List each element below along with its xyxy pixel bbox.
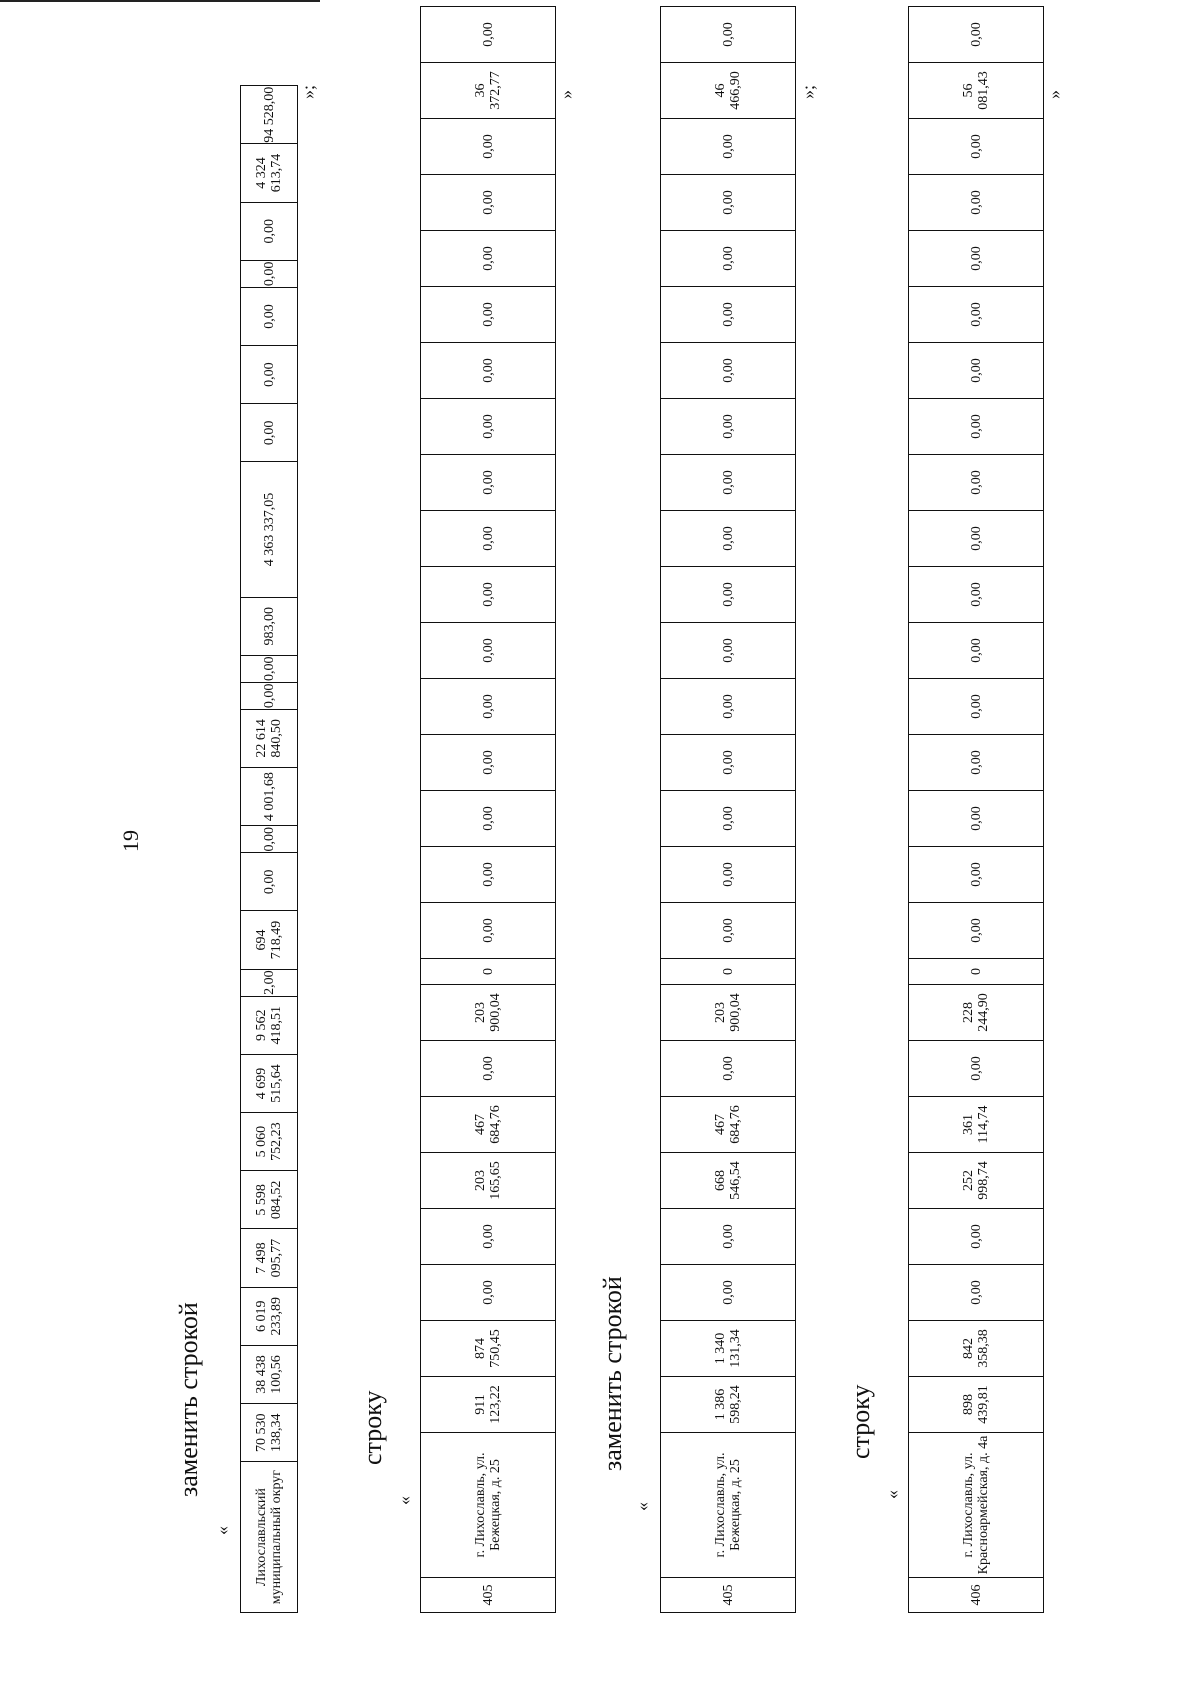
table-row-406 bbox=[908, 6, 1044, 1613]
value-cell: 5 598 084,52 bbox=[241, 1171, 298, 1229]
value-cell: 842 358,38 bbox=[909, 1321, 1044, 1377]
value-cell: 7 498 095,77 bbox=[241, 1229, 298, 1287]
value-cell: 0,00 bbox=[421, 511, 556, 567]
value-cell: 38 438 100,56 bbox=[241, 1345, 298, 1403]
value-cell: 0,00 bbox=[241, 826, 298, 853]
value-cell: 4 001,68 bbox=[241, 768, 298, 826]
value-cell: 0,00 bbox=[241, 682, 298, 709]
address-cell: г. Лихославль, ул. Бежецкая, д. 25 bbox=[661, 1433, 796, 1578]
value-cell: 0,00 bbox=[909, 1209, 1044, 1265]
table-row bbox=[241, 86, 298, 1613]
value-cell: 4 324 613,74 bbox=[241, 144, 298, 202]
row-number-cell: 405 bbox=[661, 1578, 796, 1613]
value-cell: 0,00 bbox=[661, 175, 796, 231]
value-cell: 0,00 bbox=[661, 735, 796, 791]
value-cell: 46 466,90 bbox=[661, 63, 796, 119]
value-cell: 0,00 bbox=[909, 679, 1044, 735]
value-cell: 0,00 bbox=[661, 399, 796, 455]
value-cell: 668 546,54 bbox=[661, 1153, 796, 1209]
value-cell: 0,00 bbox=[909, 287, 1044, 343]
value-cell: 0,00 bbox=[661, 511, 796, 567]
address-cell: г. Лихославль, ул. Бежецкая, д. 25 bbox=[421, 1433, 556, 1578]
open-quote-1: « bbox=[212, 1526, 232, 1535]
row-phrase-1: строку bbox=[358, 1390, 387, 1465]
value-cell: 0,00 bbox=[909, 903, 1044, 959]
value-cell: 0,00 bbox=[421, 903, 556, 959]
value-cell: 22 614 840,50 bbox=[241, 709, 298, 767]
value-cell: 0,00 bbox=[421, 847, 556, 903]
value-cell: 0,00 bbox=[909, 175, 1044, 231]
value-cell: 0,00 bbox=[421, 7, 556, 63]
value-cell: 0,00 bbox=[909, 231, 1044, 287]
value-cell: 0,00 bbox=[421, 343, 556, 399]
value-cell: 0,00 bbox=[241, 287, 298, 345]
value-cell: 0,00 bbox=[421, 399, 556, 455]
value-cell: 0,00 bbox=[421, 455, 556, 511]
value-cell: 0,00 bbox=[909, 7, 1044, 63]
value-cell: 0,00 bbox=[421, 287, 556, 343]
value-cell: 0,00 bbox=[241, 260, 298, 287]
value-cell: 0,00 bbox=[909, 567, 1044, 623]
value-cell: 0,00 bbox=[661, 343, 796, 399]
value-cell: 0,00 bbox=[421, 735, 556, 791]
value-cell: 0,00 bbox=[909, 511, 1044, 567]
value-cell: 0,00 bbox=[661, 847, 796, 903]
value-cell: 0,00 bbox=[909, 119, 1044, 175]
value-cell: 2,00 bbox=[241, 969, 298, 996]
value-cell: 694 718,49 bbox=[241, 911, 298, 969]
value-cell: 6 019 233,89 bbox=[241, 1287, 298, 1345]
value-cell: 0,00 bbox=[421, 231, 556, 287]
row-number-cell: 405 bbox=[421, 1578, 556, 1613]
value-cell: 0,00 bbox=[421, 679, 556, 735]
value-cell: 70 530 138,34 bbox=[241, 1404, 298, 1462]
value-cell: 0,00 bbox=[421, 119, 556, 175]
value-cell: 0,00 bbox=[909, 791, 1044, 847]
value-cell: 0 bbox=[661, 959, 796, 985]
value-cell: 361 114,74 bbox=[909, 1097, 1044, 1153]
value-cell: 0,00 bbox=[661, 119, 796, 175]
replace-phrase-2: заменить строкой bbox=[598, 1276, 627, 1471]
value-cell: 0,00 bbox=[661, 455, 796, 511]
value-cell: 0,00 bbox=[421, 567, 556, 623]
value-cell: 0,00 bbox=[241, 853, 298, 911]
value-cell: 874 750,45 bbox=[421, 1321, 556, 1377]
row-phrase-2: строку bbox=[846, 1384, 875, 1459]
value-cell: 56 081,43 bbox=[909, 63, 1044, 119]
value-cell: 36 372,77 bbox=[421, 63, 556, 119]
value-cell: 0,00 bbox=[909, 735, 1044, 791]
value-cell: 911 123,22 bbox=[421, 1377, 556, 1433]
value-cell: 0,00 bbox=[909, 455, 1044, 511]
open-quote-4: « bbox=[882, 1490, 902, 1499]
value-cell: 0,00 bbox=[661, 231, 796, 287]
table-row bbox=[909, 7, 1044, 1613]
value-cell: 0,00 bbox=[241, 202, 298, 260]
value-cell: 0,00 bbox=[421, 1209, 556, 1265]
open-quote-3: « bbox=[632, 1502, 652, 1511]
value-cell: 1 386 598,24 bbox=[661, 1377, 796, 1433]
value-cell: 0,00 bbox=[421, 623, 556, 679]
row-number-cell: 406 bbox=[909, 1578, 1044, 1613]
value-cell: 0,00 bbox=[909, 623, 1044, 679]
value-cell: 0,00 bbox=[661, 287, 796, 343]
page-number: 19 bbox=[118, 830, 143, 852]
open-quote-2: « bbox=[394, 1496, 414, 1505]
value-cell: 1 340 131,34 bbox=[661, 1321, 796, 1377]
table-row-405-old bbox=[420, 6, 556, 1613]
value-cell: 94 528,00 bbox=[241, 86, 298, 144]
value-cell: 0,00 bbox=[661, 791, 796, 847]
value-cell: 0,00 bbox=[661, 903, 796, 959]
value-cell: 0 bbox=[909, 959, 1044, 985]
value-cell: 0,00 bbox=[909, 1041, 1044, 1097]
value-cell: 203 900,04 bbox=[421, 985, 556, 1041]
table-district-summary bbox=[240, 85, 298, 1613]
table-row-405-new bbox=[660, 6, 796, 1613]
value-cell: 4 699 515,64 bbox=[241, 1054, 298, 1112]
value-cell: 9 562 418,51 bbox=[241, 996, 298, 1054]
value-cell: 467 684,76 bbox=[421, 1097, 556, 1153]
close-quote-1: »; bbox=[298, 84, 318, 99]
replace-phrase-1: заменить строкой bbox=[174, 1302, 203, 1497]
value-cell: 0,00 bbox=[421, 1041, 556, 1097]
value-cell: 252 998,74 bbox=[909, 1153, 1044, 1209]
value-cell: 5 060 752,23 bbox=[241, 1113, 298, 1171]
value-cell: 0,00 bbox=[909, 399, 1044, 455]
value-cell: 0,00 bbox=[241, 346, 298, 404]
value-cell: 0,00 bbox=[909, 343, 1044, 399]
value-cell: 0,00 bbox=[241, 655, 298, 682]
address-cell: Лихославльский муниципальный округ bbox=[241, 1462, 298, 1613]
value-cell: 0,00 bbox=[909, 1265, 1044, 1321]
close-quote-3: »; bbox=[798, 84, 818, 99]
table-row bbox=[421, 7, 556, 1613]
close-quote-2: » bbox=[556, 90, 576, 99]
value-cell: 203 165,65 bbox=[421, 1153, 556, 1209]
close-quote-4: » bbox=[1044, 90, 1064, 99]
value-cell: 0,00 bbox=[661, 1265, 796, 1321]
value-cell: 0,00 bbox=[661, 7, 796, 63]
address-cell: г. Лихославль, ул. Красноармейская, д. 4а bbox=[909, 1433, 1044, 1578]
value-cell: 0,00 bbox=[661, 1209, 796, 1265]
value-cell: 983,00 bbox=[241, 597, 298, 655]
value-cell: 0,00 bbox=[241, 404, 298, 462]
value-cell: 0,00 bbox=[661, 567, 796, 623]
value-cell: 467 684,76 bbox=[661, 1097, 796, 1153]
value-cell: 0,00 bbox=[421, 175, 556, 231]
value-cell: 0,00 bbox=[661, 1041, 796, 1097]
value-cell: 0 bbox=[421, 959, 556, 985]
value-cell: 0,00 bbox=[661, 679, 796, 735]
value-cell: 0,00 bbox=[661, 623, 796, 679]
value-cell: 203 900,04 bbox=[661, 985, 796, 1041]
value-cell: 898 439,81 bbox=[909, 1377, 1044, 1433]
value-cell: 0,00 bbox=[909, 847, 1044, 903]
value-cell: 228 244,90 bbox=[909, 985, 1044, 1041]
value-cell: 0,00 bbox=[421, 791, 556, 847]
table-row bbox=[661, 7, 796, 1613]
value-cell: 4 363 337,05 bbox=[241, 462, 298, 597]
value-cell: 0,00 bbox=[421, 1265, 556, 1321]
